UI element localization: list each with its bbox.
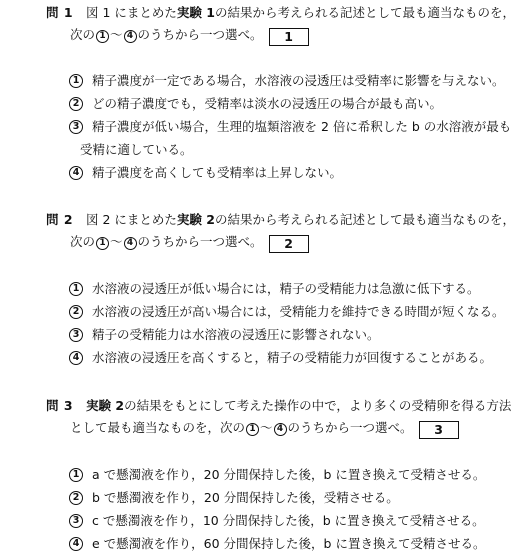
q3-option-3-mark: 3 — [69, 514, 83, 528]
q1-stem-choose: のうちから一つ選べ。 — [137, 27, 263, 42]
q2-range-end-mark: 4 — [124, 237, 137, 250]
q2-option-1-text: 水溶液の浸透圧が低い場合には，精子の受精能力は急激に低下する。 — [92, 281, 480, 296]
q1-number: 問 1 — [46, 5, 74, 20]
q3-stem-choose: のうちから一つ選べ。 — [287, 420, 413, 435]
q1-range-tilde: 〜 — [110, 27, 123, 42]
q2-option-4-text: 水溶液の浸透圧を高くすると，精子の受精能力が回復することがある。 — [92, 350, 493, 365]
q3-range-tilde: 〜 — [260, 420, 273, 435]
q3-option-2-mark: 2 — [69, 491, 83, 505]
q2-stem-text-a: 図 2 にまとめた — [86, 212, 177, 227]
q3-range-start-mark: 1 — [246, 423, 259, 436]
q1-stem-text-b: の結果から考えられる記述として最も適当なものを， — [214, 5, 515, 20]
q2-option-4-mark: 4 — [69, 351, 83, 365]
q1-option-1-text: 精子濃度が一定である場合，水溶液の浸透圧は受精率に影響を与えない。 — [92, 73, 505, 88]
q3-option-1-text: a で懸濁液を作り，20 分間保持した後，b に置き換えて受精させる。 — [92, 467, 486, 482]
q1-option-2-mark: 2 — [69, 97, 83, 111]
q1-option-2-text: どの精子濃度でも，受精率は淡水の浸透圧の場合が最も高い。 — [92, 96, 443, 111]
q2-range-tilde: 〜 — [110, 234, 123, 249]
q2-option-3-mark: 3 — [69, 328, 83, 342]
q3-stem-text-a: として最も適当なものを，次の — [70, 420, 246, 435]
q2-option-2-mark: 2 — [69, 305, 83, 319]
q1-stem-text-a: 図 1 にまとめた — [86, 5, 177, 20]
q2-stem-text-b: の結果から考えられる記述として最も適当なものを， — [214, 212, 515, 227]
q3-option-3-text: c で懸濁液を作り，10 分間保持した後，b に置き換えて受精させる。 — [92, 513, 485, 528]
q1-option-3-text-line2: 受精に適している。 — [80, 142, 193, 157]
q2-experiment-ref: 実験 2 — [176, 212, 215, 227]
q2-option-2-text: 水溶液の浸透圧が高い場合には，受精能力を維持できる時間が短くなる。 — [92, 304, 505, 319]
q2-option-1-mark: 1 — [69, 282, 83, 296]
q2-stem-choose: のうちから一つ選べ。 — [137, 234, 263, 249]
q2-option-3-text: 精子の受精能力は水溶液の浸透圧に影響されない。 — [92, 327, 380, 342]
q3-answer-box[interactable]: 3 — [419, 421, 459, 439]
q1-stem-next: 次の — [70, 27, 96, 42]
q1-option-3-text: 精子濃度が低い場合，生理的塩類溶液を 2 倍に希釈した b の水溶液が最も — [92, 119, 512, 134]
q3-range-end-mark: 4 — [274, 423, 287, 436]
q3-option-4-text: e で懸濁液を作り，60 分間保持した後，b に置き換えて受精させる。 — [92, 536, 486, 551]
q3-experiment-ref: 実験 2 — [86, 398, 125, 413]
q1-option-4-mark: 4 — [69, 166, 83, 180]
q3-number: 問 3 — [46, 398, 74, 413]
q1-option-1-mark: 1 — [69, 74, 83, 88]
q1-answer-box[interactable]: 1 — [269, 28, 309, 46]
q3-option-1-mark: 1 — [69, 468, 83, 482]
q2-answer-box[interactable]: 2 — [269, 235, 309, 253]
q1-option-4-text: 精子濃度を高くしても受精率は上昇しない。 — [92, 165, 343, 180]
q1-range-end-mark: 4 — [124, 30, 137, 43]
q3-stem-text-b: の結果をもとにして考えた操作の中で，より多くの受精卵を得る方法 — [124, 398, 512, 413]
q2-number: 問 2 — [46, 212, 74, 227]
q3-option-2-text: b で懸濁液を作り，20 分間保持した後，受精させる。 — [92, 490, 399, 505]
q1-experiment-ref: 実験 1 — [176, 5, 215, 20]
q3-option-4-mark: 4 — [69, 537, 83, 551]
q1-option-3-mark: 3 — [69, 120, 83, 134]
q2-range-start-mark: 1 — [96, 237, 109, 250]
q1-range-start-mark: 1 — [96, 30, 109, 43]
q2-stem-next: 次の — [70, 234, 96, 249]
